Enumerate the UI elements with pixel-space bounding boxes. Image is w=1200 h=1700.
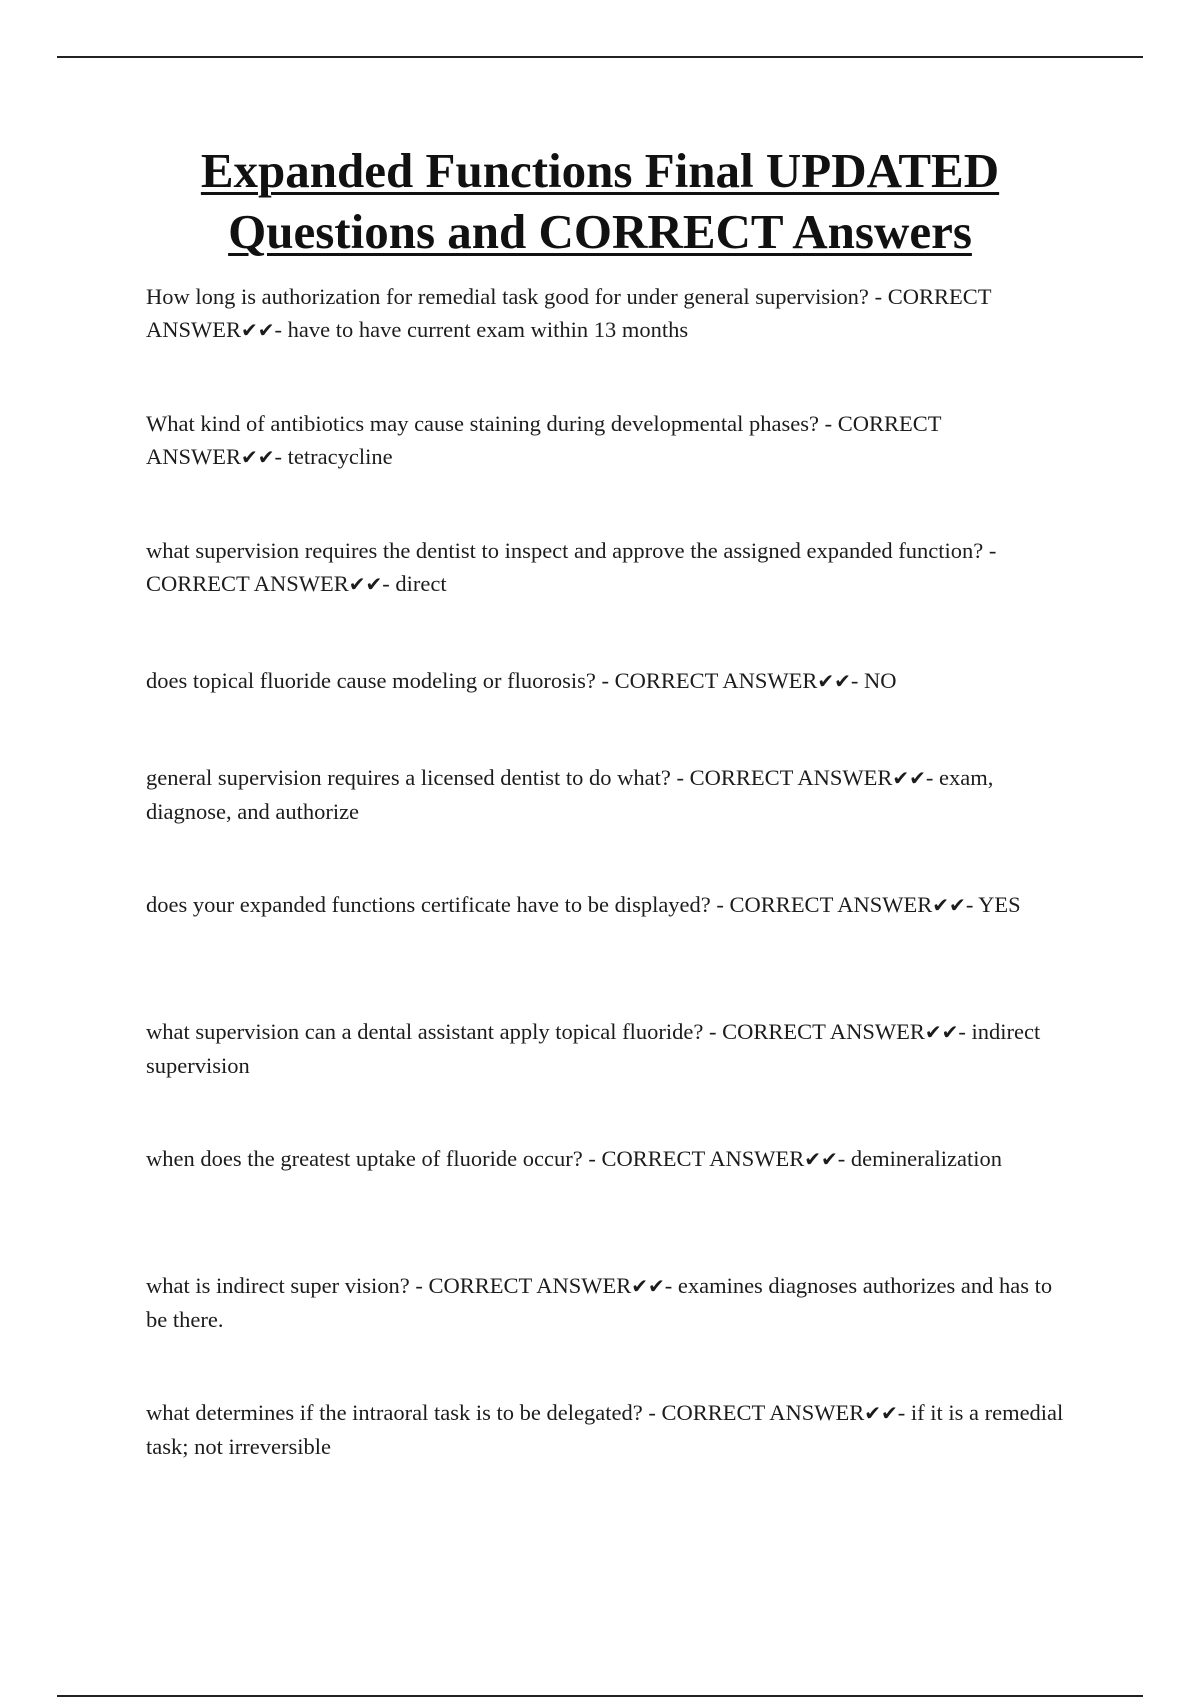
qa-item <box>146 280 1066 347</box>
answer-dash: - <box>850 668 865 693</box>
answer-text: have to have current exam within 13 months <box>287 317 689 342</box>
answer-label: CORRECT ANSWER <box>146 411 946 469</box>
question-text: What kind of antibiotics may cause staining during developmental phases? <box>146 411 819 436</box>
separator: - <box>710 892 730 917</box>
question-text: How long is authorization for remedial task good for under general supervision? <box>146 284 869 309</box>
separator: - <box>868 284 888 309</box>
answer-dash: - <box>925 765 939 790</box>
answer-dash: - <box>382 571 396 596</box>
answer-dash: - <box>274 444 288 469</box>
separator: - <box>642 1400 662 1425</box>
separator: - <box>409 1273 429 1298</box>
question-text: when does the greatest uptake of fluoride occur? <box>146 1146 583 1171</box>
answer-label: CORRECT ANSWER <box>729 892 933 917</box>
question-text: does your expanded functions certificate have to be displayed? <box>146 892 711 917</box>
question-text: what is indirect super vision? <box>146 1273 410 1298</box>
check-marks-icon: ✔✔ <box>924 1020 959 1044</box>
separator: - <box>983 538 1003 563</box>
question-text: what supervision can a dental assistant apply topical fluoride? <box>146 1019 704 1044</box>
answer-dash: - <box>664 1273 678 1298</box>
answer-dash: - <box>837 1146 851 1171</box>
qa-item <box>146 407 1066 474</box>
answer-dash: - <box>958 1019 972 1044</box>
answer-text: exam, diagnose, and authorize <box>146 765 994 824</box>
answer-label: CORRECT ANSWER <box>661 1400 865 1425</box>
question-text: general supervision requires a licensed dentist to do what? <box>146 765 671 790</box>
qa-item <box>146 1142 1066 1176</box>
answer-text: YES <box>978 892 1021 917</box>
bottom-rule <box>57 1695 1143 1697</box>
answer-label: CORRECT ANSWER <box>722 1019 925 1044</box>
answer-dash: - <box>897 1400 911 1425</box>
qa-item <box>146 664 1066 698</box>
answer-text: if it is a remedial task; not irreversible <box>146 1400 1064 1459</box>
question-text: does topical fluoride cause modeling or fluorosis? <box>146 668 596 693</box>
answer-label: CORRECT ANSWER <box>601 1146 805 1171</box>
answer-label: CORRECT ANSWER <box>428 1273 632 1298</box>
qa-item <box>146 1396 1066 1463</box>
question-text: what determines if the intraoral task is to be delegated? <box>146 1400 643 1425</box>
check-marks-icon: ✔✔ <box>631 1274 665 1298</box>
check-marks-icon: ✔✔ <box>241 318 275 342</box>
separator: - <box>582 1146 602 1171</box>
separator: - <box>670 765 690 790</box>
answer-label: CORRECT ANSWER <box>689 765 893 790</box>
answer-dash: - <box>274 317 288 342</box>
answer-dash: - <box>965 892 979 917</box>
title-line-2: Questions and CORRECT Answers <box>228 204 972 259</box>
answer-label: CORRECT ANSWER <box>614 668 818 693</box>
check-marks-icon: ✔✔ <box>817 669 851 693</box>
check-marks-icon: ✔✔ <box>804 1147 838 1171</box>
answer-text: demineralization <box>850 1146 1003 1171</box>
check-marks-icon: ✔✔ <box>892 766 926 790</box>
question-text: what supervision requires the dentist to inspect and approve the assigned expanded function? <box>146 538 984 563</box>
answer-label: CORRECT ANSWER <box>146 571 349 596</box>
separator: - <box>703 1019 723 1044</box>
separator: - <box>595 668 615 693</box>
qa-item <box>146 888 1066 922</box>
check-marks-icon: ✔✔ <box>864 1401 898 1425</box>
check-marks-icon: ✔✔ <box>932 893 966 917</box>
qa-item <box>146 1015 1066 1082</box>
qa-item <box>146 534 1066 601</box>
check-marks-icon: ✔✔ <box>348 572 383 596</box>
check-marks-icon: ✔✔ <box>241 445 275 469</box>
answer-label: CORRECT ANSWER <box>146 284 996 342</box>
answer-text: tetracycline <box>287 444 393 469</box>
answer-text: direct <box>395 571 447 596</box>
qa-item <box>146 761 1066 828</box>
top-rule <box>57 56 1143 58</box>
document-title <box>0 140 1200 262</box>
qa-item <box>146 1269 1066 1336</box>
title-line-1: Expanded Functions Final UPDATED <box>200 143 1000 198</box>
answer-text: NO <box>864 668 897 693</box>
answer-text: examines diagnoses authorizes and has to be there. <box>146 1273 1053 1332</box>
separator: - <box>818 411 838 436</box>
answer-text: indirect supervision <box>146 1019 1041 1078</box>
